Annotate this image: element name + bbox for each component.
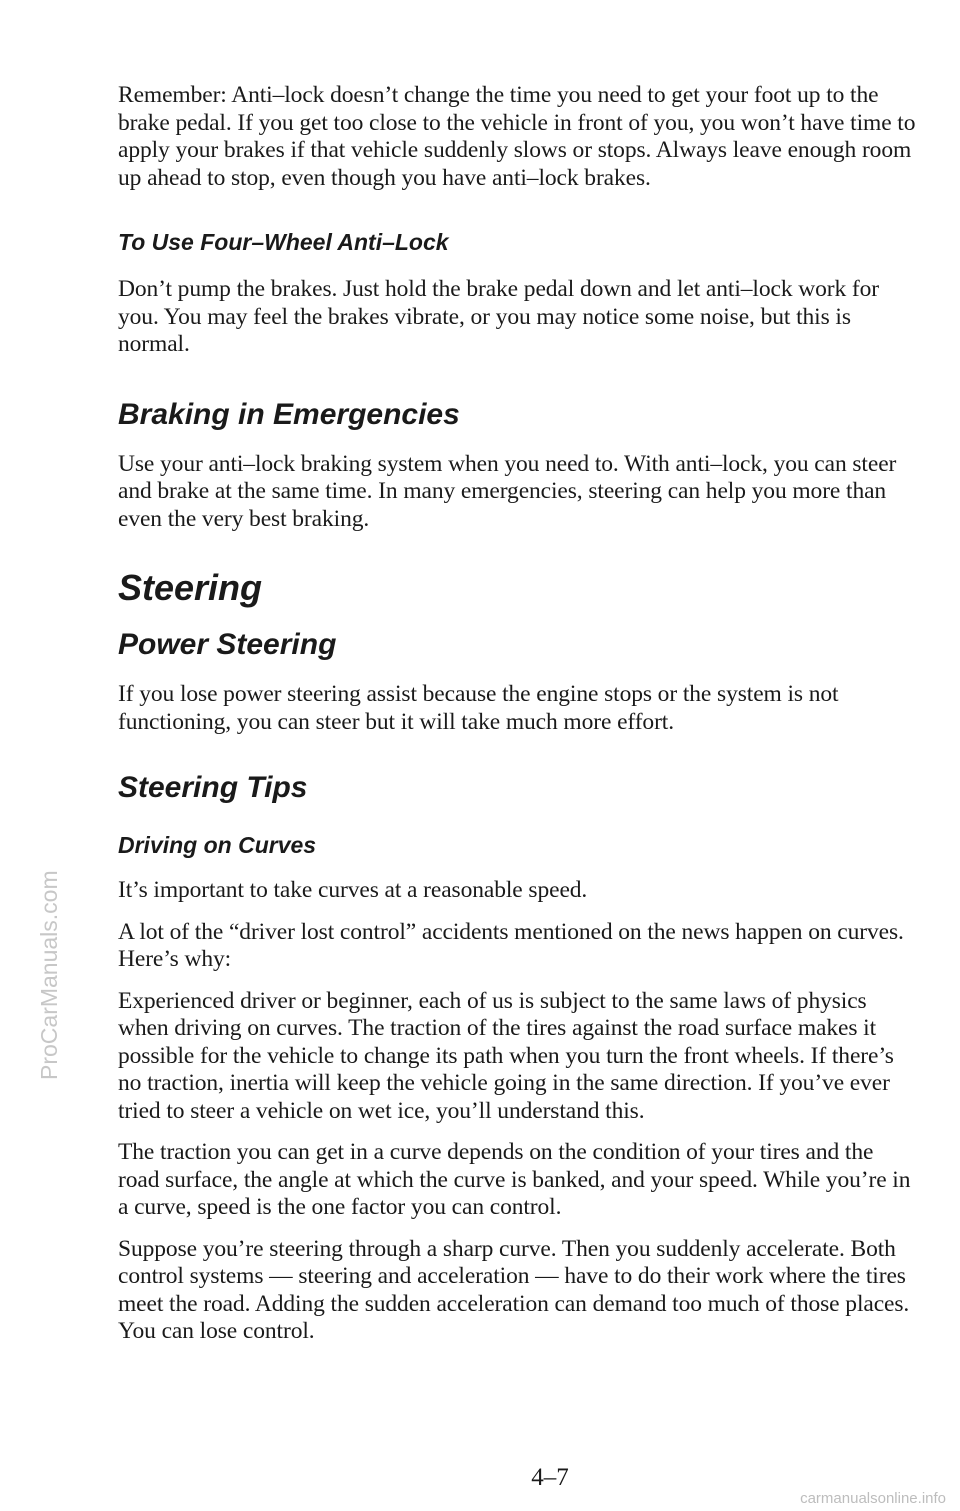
paragraph-use-antilock: Use your anti–lock braking system when you need to. With anti–lock, you can steer and brake at the same time. In many emergencies, steering can help you more than even the very best braking. [118,450,897,532]
subheading-driving-curves: Driving on Curves [118,832,317,858]
subheading-four-wheel-antilock: To Use Four–Wheel Anti–Lock [118,229,449,255]
paragraph-important: It’s important to take curves at a reasonable speed. [118,877,588,903]
page-content [118,82,918,1346]
page-number: 4–7 [531,1464,569,1491]
paragraph-lose-power: If you lose power steering assist because the engine stops or the system is not functioning, you can steer but it will take much more effort. [118,681,839,735]
paragraph-dont-pump: Don’t pump the brakes. Just hold the brake pedal down and let anti–lock work for you. You may feel the brakes vibrate, or you may notice some noise, but this is normal. [118,276,880,357]
footer-watermark: carmanualsonline.info [800,1490,946,1507]
heading-steering: Steering [118,567,263,608]
heading-power-steering: Power Steering [118,628,337,661]
paragraph-remember: Remember: Anti–lock doesn’t change the time you need to get your foot up to the brake pedal. If you get too close to the vehicle in front of you, you won’t have time to apply your brakes if that vehicle suddenly slows or stops. Always leave enough room up ahead to stop, even though you have anti–lock brakes. [118,82,916,191]
paragraph-lot-of-accidents: A lot of the “driver lost control” accidents mentioned on the news happen on curves. Here’s why: [118,918,904,972]
paragraph-suppose: Suppose you’re steering through a sharp curve. Then you suddenly accelerate. Both control systems — steering and acceleration — have to do their work where the tires meet the road. Adding the sudden acceleration can demand too much of those places. You can lose control. [118,1235,910,1344]
paragraph-experienced: Experienced driver or beginner, each of us is subject to the same laws of physics when driving on curves. The traction of the tires against the road surface makes it possible for the vehicle to change its path when you turn the front wheels. If there’s no traction, inertia will keep the vehicle going in the same direction. If you’ve ever tried to steer a vehicle on wet ice, you’ll understand this. [118,987,894,1124]
paragraph-traction: The traction you can get in a curve depends on the condition of your tires and the road surface, the angle at which the curve is banked, and your speed. While you’re in a curve, speed is the one factor you can control. [118,1139,911,1220]
heading-steering-tips: Steering Tips [118,771,308,804]
side-watermark: ProCarManuals.com [36,870,62,1080]
heading-braking-emergencies: Braking in Emergencies [118,397,460,431]
